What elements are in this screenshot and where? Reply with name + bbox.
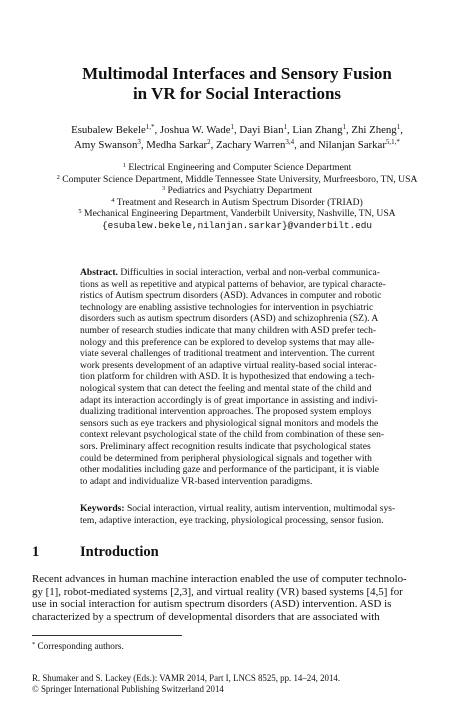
page-footer [32, 673, 340, 695]
author-name: Nilanjan Sarkar [317, 138, 386, 151]
abstract-label: Abstract. [80, 267, 118, 278]
keywords-label: Keywords: [80, 503, 125, 514]
affiliation-sup: 4 [111, 196, 115, 204]
affiliation [24, 208, 450, 220]
abstract-text: Difficulties in social interaction, verbal and non-verbal communica- [120, 267, 380, 278]
title-line-2: in VR for Social Interactions [132, 84, 342, 103]
footnote-divider [32, 635, 182, 636]
abstract-line: sors. Preliminary affect recognition results indicate that psychological states [80, 440, 371, 452]
author-name: Medha Sarkar [146, 138, 208, 151]
affiliation [24, 162, 450, 174]
affiliation-sup: 2 [56, 173, 60, 181]
abstract-line: could be determined from peripheral physiological signals and together with [80, 452, 372, 464]
abstract-line [80, 267, 396, 279]
intro-line: Recent advances in human machine interaction enabled the use of computer technolo- [32, 573, 407, 585]
abstract-line: to adapt and individualize VR-based intervention paradigms. [80, 475, 313, 487]
author-name: Lian Zhang [292, 124, 343, 136]
author-list [30, 123, 444, 152]
affiliation-sup: 5 [78, 208, 82, 216]
author-affil-sup: 1 [283, 123, 288, 131]
abstract-line: work presents development of an adaptive virtual reality-based social interac- [80, 359, 377, 371]
abstract-line: nology and this preference can be explored to develop systems that may alle- [80, 336, 375, 348]
affiliation [24, 174, 450, 186]
abstract-line: disorders such as autism spectrum disorders (ASD) and schizophrenia (SZ). A [80, 313, 379, 325]
affiliation [24, 197, 450, 209]
author-affil-sup: 2 [207, 137, 211, 146]
abstract-line: dualizing traditional intervention approaches. The proposed system employs [80, 406, 372, 418]
footnote [32, 641, 124, 651]
intro-line: gy [1], robot-mediated systems [2,3], and virtual reality (VR) based systems [4,5] for [32, 585, 403, 598]
author-line-1: Esubalew Bekele$^{1,*}$, Joshua W. Wade$^1$, Dayi Bian$^1$, Lian Zhang$^1$, Zhi Zheng$^1$, [71, 123, 403, 136]
affiliation-sup: 3 [161, 185, 166, 193]
author-affil-sup: 5,1,* [385, 137, 400, 146]
affiliation-sup: 1 [122, 162, 126, 169]
affiliation-text: Treatment and Research in Autism Spectrum Disorder (TRIAD) [116, 196, 363, 208]
abstract [80, 267, 396, 487]
author-affil-sup: 1 [396, 123, 401, 131]
keywords-line [80, 503, 396, 515]
affiliation-list [24, 162, 450, 232]
section-title: Introduction [80, 544, 159, 560]
author-name: Esubalew Bekele [71, 124, 146, 136]
keywords [80, 503, 396, 526]
abstract-line: other modalities including gaze and performance of the participant, it is viable [80, 464, 380, 476]
author-name: Zhi Zheng [351, 124, 397, 136]
footer-citation: R. Shumaker and S. Lackey (Eds.): VAMR 2014, Part I, LNCS 8525, pp. 14–24, 2014. [32, 673, 341, 683]
affiliation [24, 185, 450, 197]
author-and: and [299, 138, 316, 151]
author-affil-sup: 3 [137, 137, 141, 146]
affiliation-text: Mechanical Engineering Department, Vanderbilt University, Nashville, TN, USA [84, 208, 396, 220]
affiliation-text: Computer Science Department, Middle Tennessee State University, Murfreesboro, TN, USA [62, 173, 418, 185]
abstract-line: nological system that can detect the feeling and mental state of the child and [80, 382, 372, 394]
title-line-1: Multimodal Interfaces and Sensory Fusion [82, 64, 392, 83]
intro-paragraph [32, 573, 440, 624]
author-affil-sup: 1 [230, 123, 235, 131]
affiliation-text: Electrical Engineering and Computer Science Department [128, 162, 352, 173]
author-affil-sup: 3,4 [285, 137, 295, 146]
author-name: Amy Swanson [74, 138, 138, 151]
keywords-line: tem, adaptive interaction, eye tracking, physiological processing, sensor fusion. [80, 514, 384, 526]
paper-title [40, 64, 434, 104]
abstract-line: context relevant psychological state of the child from combination of these sen- [80, 429, 385, 441]
abstract-line: adapt its interaction accordingly is of great importance in assisting and indivi- [80, 394, 378, 406]
abstract-line: tions as well as repetitive and atypical patterns of behavior, are typical characte- [80, 278, 386, 290]
author-emails[interactable]: {esubalew.bekele,nilanjan.sarkar}@vanderbilt.edu [101, 219, 373, 231]
abstract-line: ristics of Autism spectrum disorders (ASD). Advances in computer and robotic [80, 290, 382, 302]
affiliation-text: Pediatrics and Psychiatry Department [167, 185, 313, 197]
author-affil-sup: 1,* [145, 123, 155, 131]
author-line-2: Amy Swanson$^3$, Medha Sarkar$^2$, Zachary Warren$^{3,4}$, and Nilanjan Sarkar$^{5,1,*}$ [74, 137, 400, 151]
abstract-line: technology are enabling assistive technologies for intervention in psychiatric [80, 301, 374, 313]
intro-line: characterized by a spectrum of developmental disorders that are associated with [32, 611, 380, 624]
keywords-text: Social interaction, virtual reality, autism intervention, multimodal sys- [126, 503, 396, 514]
section-heading [32, 544, 159, 561]
footnote-text: Corresponding authors. [37, 641, 124, 651]
author-name: Joshua W. Wade [159, 124, 231, 136]
author-affil-sup: 1 [342, 123, 346, 131]
abstract-line: number of research studies indicate that many children with ASD prefer tech- [80, 324, 377, 336]
author-name: Dayi Bian [239, 124, 284, 136]
abstract-line: tion platform for children with ASD. It is hypothesized that endowing a tech- [80, 371, 375, 383]
footnote-marker: * [32, 641, 36, 648]
intro-line: use in social interaction for autism spectrum disorders (ASD) intervention. ASD is [32, 598, 392, 611]
footer-copyright: © Springer International Publishing Switzerland 2014 [32, 684, 224, 694]
abstract-line: sensors such as eye trackers and physiological signal monitors and models the [80, 417, 379, 429]
author-name: Zachary Warren [216, 138, 286, 151]
abstract-line: viate several challenges of traditional treatment and intervention. The current [80, 348, 375, 360]
section-number: 1 [32, 544, 40, 560]
